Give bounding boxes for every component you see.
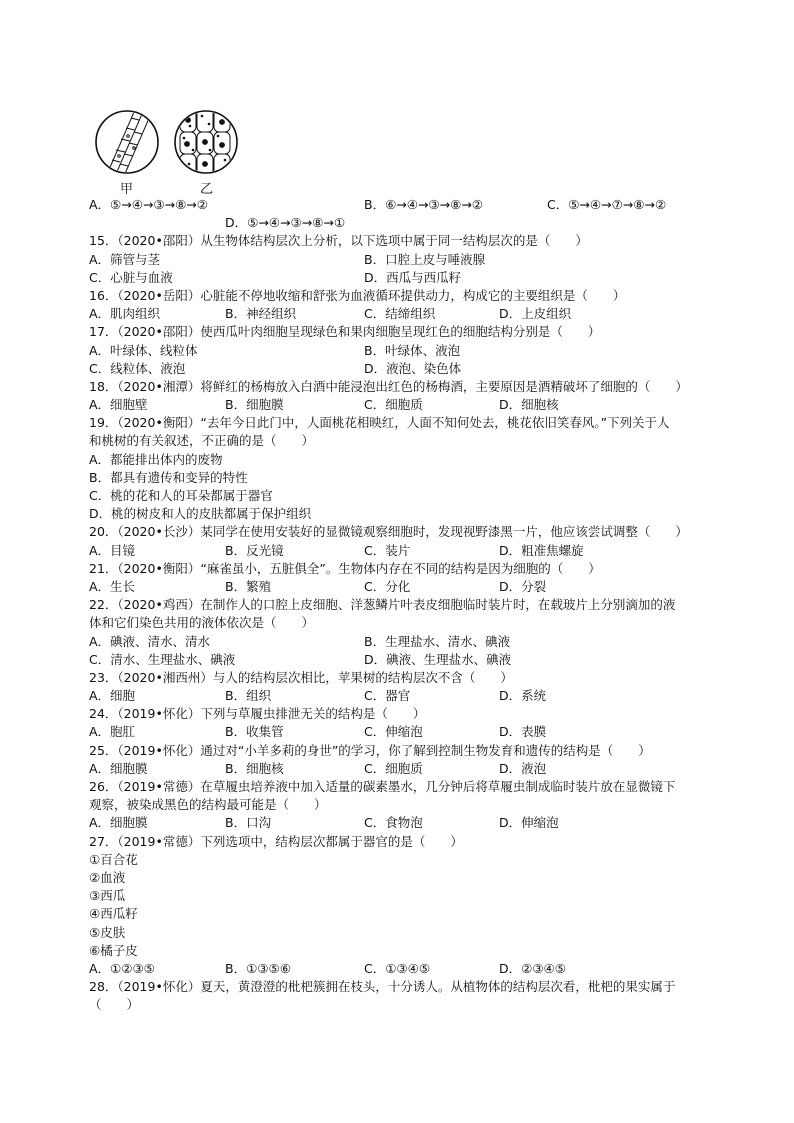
q19-stem-line: 和桃树的有关叙述，不正确的是（ ） (89, 433, 315, 449)
q17-option-a[interactable]: A．叶绿体、线粒体 (89, 342, 198, 358)
figure-label-yi: 乙 (200, 182, 214, 197)
q19-stem: 19．（2020•衡阳）“去年今日此门中，人面桃花相映红，人面不知何处去，桃花依旧笑春风。”下列关于人 (89, 415, 670, 431)
q18-option-b[interactable]: B．细胞膜 (225, 397, 284, 413)
question-list (89, 196, 729, 1014)
questions-container (89, 232, 729, 1014)
q15-options-row (89, 251, 729, 269)
q14-options-row2 (89, 214, 729, 232)
q27-stem-line: ⑤皮肤 (89, 924, 126, 940)
q21-options (89, 578, 729, 596)
cell-views-illustration (94, 104, 244, 196)
q17-option-d[interactable]: D．液泡、染色体 (364, 360, 462, 376)
q14-options-row1 (89, 196, 729, 214)
q28-stem-line: （ ） (89, 997, 140, 1013)
q18-stem: 18．（2020•湘潭）将鲜红的杨梅放入白酒中能浸泡出红色的杨梅酒，主要原因是酒精破坏了细胞的（ ） (89, 378, 688, 394)
q23-option-d[interactable]: D．系统 (499, 688, 547, 704)
q23-stem: 23．（2020•湘西州）与人的结构层次相比，苹果树的结构层次不含（ ） (89, 669, 513, 685)
q22-stem-line: 体和它们染色共用的液体依次是（ ） (89, 615, 315, 631)
q17-option-c[interactable]: C．线粒体、液泡 (89, 360, 186, 376)
q14-option-b[interactable]: B．⑥→④→③→⑧→② (364, 197, 484, 212)
q22-option-d[interactable]: D．碘液、生理盐水、碘液 (364, 651, 512, 667)
q15-option-a[interactable]: A．筛管与茎 (89, 251, 161, 267)
q24-option-a[interactable]: A．胞肛 (89, 724, 136, 740)
q24-stem: 24．（2019•怀化）下列与草履虫排泄无关的结构是（ ） (89, 706, 426, 722)
q26-stem-line: 观察，被染成黑色的结构最可能是（ ） (89, 797, 327, 813)
q25-options (89, 760, 729, 778)
q27-stem-line: ③西瓜 (89, 888, 126, 904)
q22-stem: 22．（2020•鸡西）在制作人的口腔上皮细胞、洋葱鳞片叶表皮细胞临时装片时，在载玻片上分别滴加的液 (89, 597, 676, 613)
q15-options-row (89, 269, 729, 287)
q16-options (89, 305, 729, 323)
q21-option-a[interactable]: A．生长 (89, 578, 136, 594)
q26-option-b[interactable]: B．口沟 (225, 815, 272, 831)
q27-stem-line: ①百合花 (89, 851, 138, 867)
q18-options (89, 396, 729, 414)
q25-option-b[interactable]: B．细胞核 (225, 760, 284, 776)
view-yi-icon (175, 108, 237, 176)
q19-option-b[interactable]: B．都具有遗传和变异的特性 (89, 469, 248, 485)
q17-options-row (89, 342, 729, 360)
q26-option-d[interactable]: D．伸缩泡 (499, 815, 559, 831)
q26-option-c[interactable]: C．食物泡 (364, 815, 423, 831)
q26-stem: 26．（2019•常德）在草履虫培养液中加入适量的碳素墨水，几分钟后将草履虫制成临时装片放在显微镜下 (89, 779, 676, 794)
q20-options (89, 542, 729, 560)
q27-options (89, 960, 729, 978)
q21-option-c[interactable]: C．分化 (364, 578, 411, 594)
q17-option-b[interactable]: B．叶绿体、液泡 (364, 342, 461, 358)
q18-option-c[interactable]: C．细胞质 (364, 397, 423, 413)
q15-option-d[interactable]: D．西瓜与西瓜籽 (364, 269, 462, 285)
microscope-figure (94, 104, 244, 196)
q28-stem: 28．（2019•怀化）夏天，黄澄澄的枇杷簇拥在枝头，十分诱人。从植物体的结构层次看，枇杷的果实属于 (89, 979, 676, 995)
q23-options (89, 687, 729, 705)
q25-stem: 25．（2019•怀化）通过对“小羊多莉的身世”的学习，你了解到控制生物发育和遗传的结构是（ ） (89, 742, 651, 758)
q27-stem-line: ④西瓜籽 (89, 906, 138, 922)
q24-option-c[interactable]: C．伸缩泡 (364, 724, 423, 740)
q27-stem: 27．（2019•常德）下列选项中，结构层次都属于器官的是（ ） (89, 833, 463, 849)
q16-option-d[interactable]: D．上皮组织 (499, 306, 572, 322)
q23-option-a[interactable]: A．细胞 (89, 688, 136, 704)
q18-option-d[interactable]: D．细胞核 (499, 397, 559, 413)
figure-label-jia: 甲 (120, 182, 134, 197)
q27-option-d[interactable]: D．②③④⑤ (499, 960, 566, 976)
q23-option-c[interactable]: C．器官 (364, 688, 411, 704)
q25-option-a[interactable]: A．细胞膜 (89, 760, 148, 776)
q25-option-c[interactable]: C．细胞质 (364, 760, 423, 776)
q20-option-a[interactable]: A．目镜 (89, 542, 136, 558)
q22-option-a[interactable]: A．碘液、清水、清水 (89, 633, 211, 649)
q15-stem: 15．（2020•邵阳）从生物体结构层次上分析，以下选项中属于同一结构层次的是（ ） (89, 233, 588, 249)
q21-stem: 21．（2020•衡阳）“麻雀虽小，五脏俱全”。生物体内存在不同的结构是因为细胞的（ ） (89, 560, 601, 576)
q17-stem: 17．（2020•邵阳）使西瓜叶肉细胞呈现绿色和果肉细胞呈现红色的细胞结构分别是（ ） (89, 324, 601, 340)
q14-option-d[interactable]: D．⑤→④→③→⑧→① (225, 215, 346, 231)
q20-option-d[interactable]: D．粗准焦螺旋 (499, 542, 584, 558)
q19-option-a[interactable]: A．都能排出体内的废物 (89, 451, 223, 467)
q18-option-a[interactable]: A．细胞壁 (89, 397, 148, 413)
q27-stem-line: ②血液 (89, 869, 126, 885)
q14-option-a[interactable]: A．⑤→④→③→⑧→② (89, 197, 208, 212)
q27-option-a[interactable]: A．①②③⑤ (89, 960, 155, 976)
q22-options-row (89, 633, 729, 651)
q22-option-b[interactable]: B．生理盐水、清水、碘液 (364, 633, 511, 649)
q21-option-d[interactable]: D．分裂 (499, 578, 547, 594)
q15-option-b[interactable]: B．口腔上皮与唾液腺 (364, 251, 486, 267)
q22-option-c[interactable]: C．清水、生理盐水、碘液 (89, 651, 236, 667)
q16-option-b[interactable]: B．神经组织 (225, 306, 297, 322)
q15-option-c[interactable]: C．心脏与血液 (89, 269, 173, 285)
view-jia-icon (96, 111, 158, 176)
q16-option-c[interactable]: C．结缔组织 (364, 306, 436, 322)
q26-option-a[interactable]: A．细胞膜 (89, 815, 148, 831)
q19-option-d[interactable]: D．桃的树皮和人的皮肤都属于保护组织 (89, 506, 312, 522)
q19-option-c[interactable]: C．桃的花和人的耳朵都属于器官 (89, 488, 273, 503)
q24-option-d[interactable]: D．表膜 (499, 724, 547, 740)
q21-option-b[interactable]: B．繁殖 (225, 578, 272, 594)
q24-options (89, 723, 729, 741)
q20-option-c[interactable]: C．装片 (364, 542, 411, 558)
q25-option-d[interactable]: D．液泡 (499, 760, 547, 776)
q23-option-b[interactable]: B．组织 (225, 688, 272, 704)
q16-option-a[interactable]: A．肌肉组织 (89, 306, 161, 322)
q14-option-c[interactable]: C．⑤→④→⑦→⑧→② (547, 197, 667, 212)
q27-option-b[interactable]: B．①③⑤⑥ (225, 960, 291, 976)
q17-options-row (89, 360, 729, 378)
q22-options-row (89, 651, 729, 669)
q26-options (89, 814, 729, 832)
q24-option-b[interactable]: B．收集管 (225, 724, 284, 740)
q20-stem: 20．（2020•长沙）某同学在使用安装好的显微镜观察细胞时，发现视野漆黑一片，他应该尝试调整（ ） (89, 524, 688, 540)
q20-option-b[interactable]: B．反光镜 (225, 542, 284, 558)
q27-option-c[interactable]: C．①③④⑤ (364, 960, 431, 976)
q27-stem-line: ⑥橘子皮 (89, 942, 138, 958)
q16-stem: 16．（2020•岳阳）心脏能不停地收缩和舒张为血液循环提供动力，构成它的主要组织是（ ） (89, 287, 626, 303)
